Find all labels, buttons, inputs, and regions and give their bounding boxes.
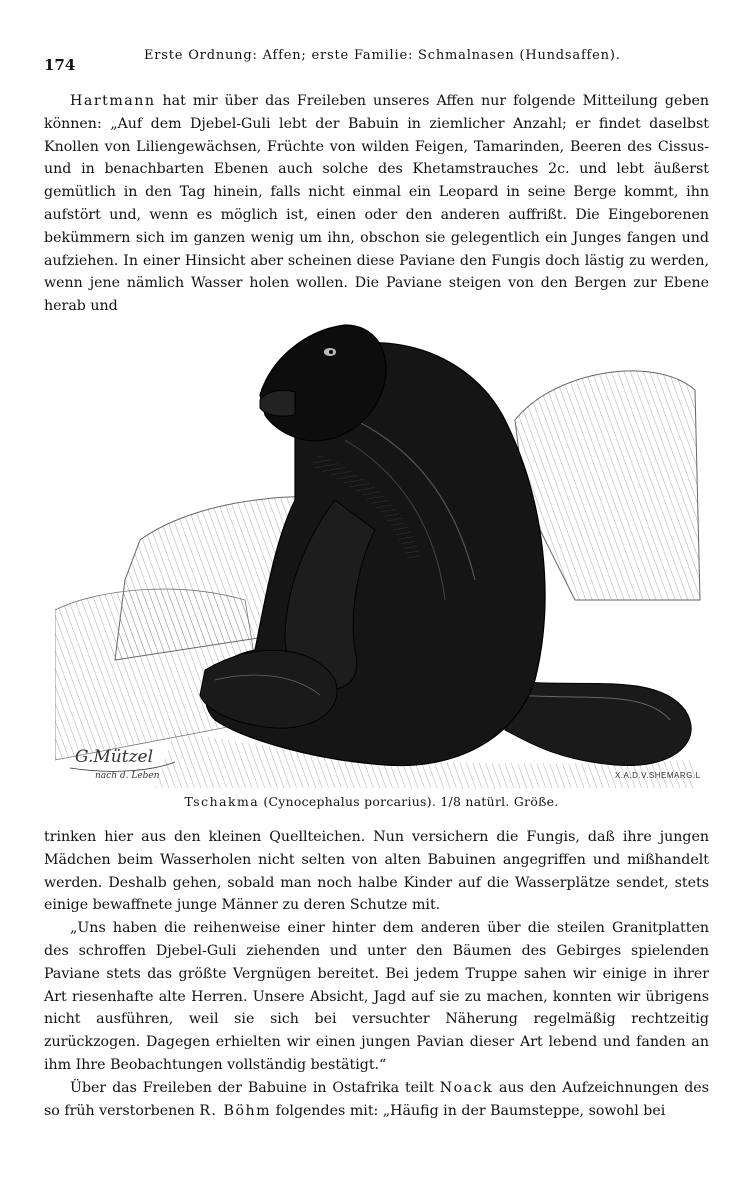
author-name: Noack <box>439 1079 494 1096</box>
author-name: R. Böhm <box>199 1102 272 1119</box>
page-header <box>44 48 703 72</box>
text-block-top <box>44 90 709 318</box>
paragraph <box>44 1077 709 1123</box>
caption-latin: (Cynocephalus porcarius). <box>263 794 437 809</box>
baboon-engraving <box>55 300 703 788</box>
artist-note: nach d. Leben <box>95 771 160 781</box>
baboon-tail <box>505 680 691 766</box>
paragraph: trinken hier aus den kleinen Quellteichen. Nun versichern die Fungis, daß ihre jungen Mädchen beim Wasserholen nicht selten von alten Babuinen angegriffen und mißhandelt werden. Deshalb gehen, sobald man noch halbe Kinder auf die Wasserplätze sendet, stets einige bewaffnete junge Männer zu deren Schutze mit. <box>44 829 709 914</box>
caption-scale: 1/8 natürl. Größe. <box>440 794 559 809</box>
paragraph-text: folgendes mit: „Häufig in der Baumsteppe, sowohl bei <box>275 1102 666 1119</box>
running-head: Erste Ordnung: Affen; erste Familie: Schmalnasen (Hundsaffen). <box>144 48 621 63</box>
caption-name: Tschakma <box>184 794 260 809</box>
author-name: Hartmann <box>70 93 156 109</box>
paragraph <box>44 90 709 318</box>
engraver-mark: X.A.D.V.SHEMARG.L <box>615 771 701 780</box>
figure-caption <box>0 794 743 809</box>
artist-signature: G.Mützel <box>75 747 154 767</box>
paragraph: „Uns haben die reihenweise einer hinter dem anderen über die steilen Granitplatten des schroffen Djebel-Guli ziehenden und unter den Bäumen des Gebirges spielenden Paviane stets das größte Vergnügen bereitet. Bei jedem Truppe sahen wir einige in ihrer Art riesenhafte alte Herren. Unsere Absicht, Jagd auf sie zu machen, konnten wir übrigens nicht ausführen, weil sie sich bei versuchter Näherung regelmäßig rechtzeitig zurückzogen. Dagegen erhielten wir einen jungen Pavian dieser Art lebend und fanden an ihm Ihre Beobachtungen vollständig bestätigt.“ <box>44 920 709 1073</box>
paragraph-text: hat mir über das Freileben unseres Affen nur folgende Mitteilung geben können: „Auf dem Djebel-Guli lebt der Babuin in ziemlicher Anzahl; er findet daselbst Knollen von Liliengewächsen, Früchte von wilden Feigen, Tamarinden, Beeren des Cissus- und in benachbarten Ebenen auch solche des Khetamstrauches 2c. und lebt äußerst gemütlich in den Tag hinein, falls nicht einmal ein Leopard in seine Berge kommt, ihn aufstört und, wenn es möglich ist, einen oder den anderen auffrißt. Die Eingeborenen bekümmern sich im ganzen wenig um ihn, obschon sie gelegentlich ein Junges fangen und aufziehen. In einer Hinsicht aber scheinen diese Paviane den Fungis doch lästig zu werden, wenn jene nämlich Wasser holen wollen. Die Paviane steigen von den Bergen zur Ebene herab und <box>44 93 710 315</box>
text-block-bottom <box>44 826 709 1122</box>
paragraph-text: Über das Freileben der Babuine in Ostafrika teilt <box>70 1079 434 1096</box>
paragraph-text: aus den Aufzeichnungen des so früh verstorbenen <box>44 1079 709 1119</box>
page-number: 174 <box>44 56 76 74</box>
